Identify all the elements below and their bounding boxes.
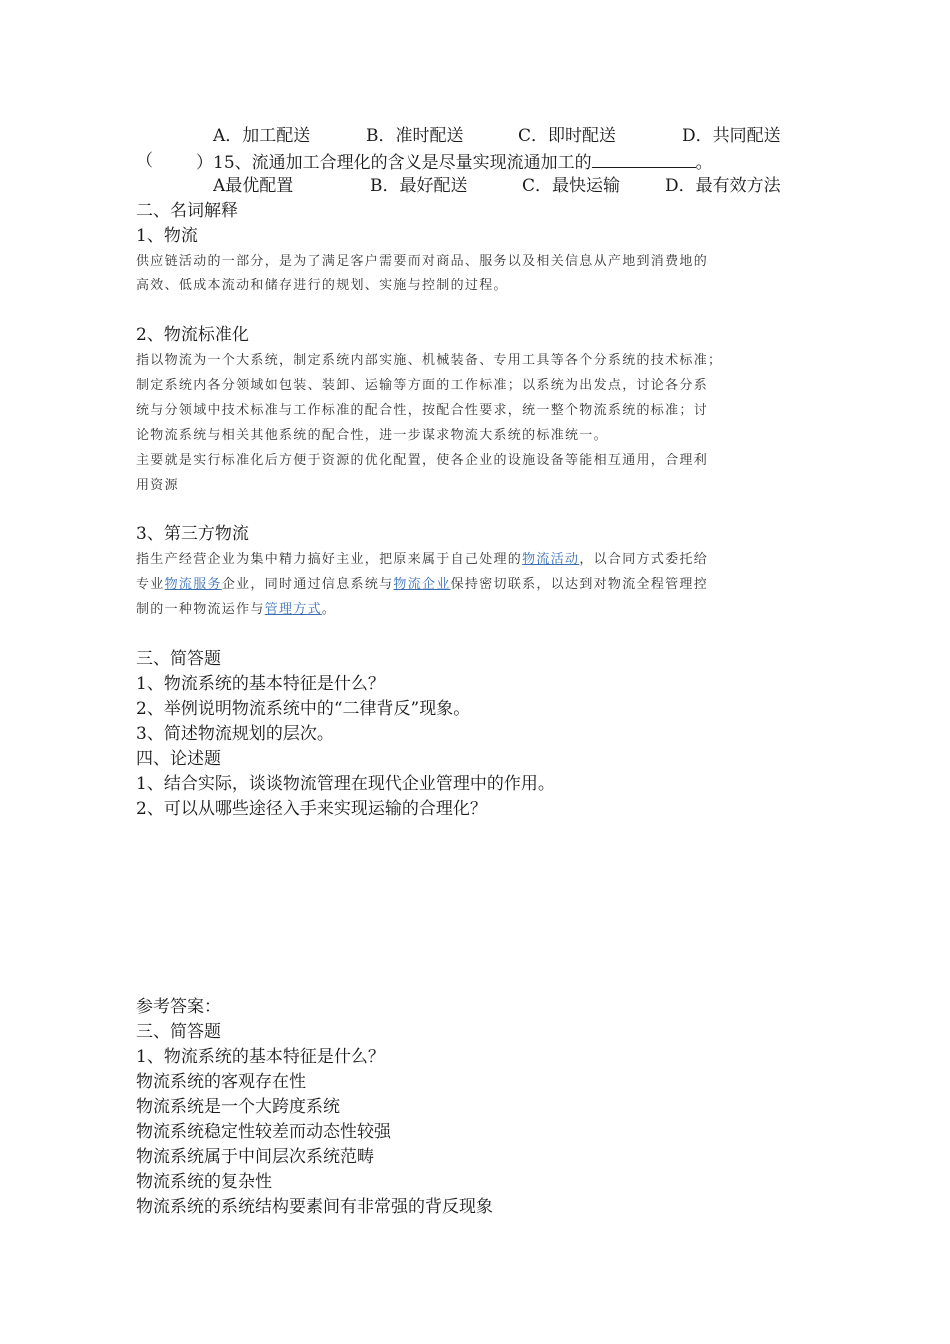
q15-stem — [196, 149, 713, 176]
term-1-def-line-2: 高效、低成本流动和储存进行的规划、实施与控制的过程。 — [136, 278, 508, 293]
term-3-def-line-1 — [136, 548, 816, 572]
short-answer-q1: 1、物流系统的基本特征是什么？ — [136, 674, 385, 694]
answer-item-2: 物流系统是一个大跨度系统 — [136, 1097, 340, 1117]
term-2-def-line-6: 用资源 — [136, 478, 179, 493]
essay-q2: 2、可以从哪些途径入手来实现运输的合理化？ — [136, 799, 487, 819]
link-logistics-service[interactable]: 物流服务 — [164, 577, 222, 592]
q15-text: 15、流通加工合理化的含义是尽量实现流通加工的 — [213, 153, 592, 173]
term-3-text: 。 — [321, 602, 337, 617]
essay-q1: 1、结合实际，谈谈物流管理在现代企业管理中的作用。 — [136, 774, 555, 794]
answer-item-1: 物流系统的客观存在性 — [136, 1072, 306, 1092]
term-2-def-line-5: 主要就是实行标准化后方便于资源的优化配置，使各企业的设施设备等能相互通用，合理利 — [136, 453, 709, 468]
term-3-text: 企业，同时通过信息系统与 — [221, 577, 394, 592]
term-2-def-line-3: 统与分领域中技术标准与工作标准的配合性，按配合性要求，统一整个物流系统的标准；讨 — [136, 403, 709, 418]
q14-option-c: C．即时配送 — [518, 126, 617, 146]
answer-item-3: 物流系统稳定性较差而动态性较强 — [136, 1122, 391, 1142]
short-answer-q2: 2、举例说明物流系统中的“二律背反”现象。 — [136, 699, 471, 719]
term-2-def-line-1: 指以物流为一个大系统，制定系统内部实施、机械装备、专用工具等各个分系统的技术标准； — [136, 353, 723, 368]
section-2-title: 二、名词解释 — [136, 201, 238, 221]
q15-paren-open: （ — [136, 151, 153, 171]
term-1-def-line-1: 供应链活动的一部分，是为了满足客户需要而对商品、服务以及相关信息从产地到消费地的 — [136, 254, 709, 269]
term-2-heading: 2、物流标准化 — [136, 325, 249, 345]
term-2-def-line-2: 制定系统内各分领域如包装、装卸、运输等方面的工作标准；以系统为出发点，讨论各分系 — [136, 378, 709, 393]
term-3-text: 保持密切联系，以达到对物流全程管理控 — [450, 577, 709, 592]
q15-end: 。 — [695, 153, 713, 173]
q14-option-d: D．共同配送 — [682, 126, 781, 146]
q15-option-c: C．最快运输 — [522, 176, 621, 196]
answers-section-title: 三、简答题 — [136, 1022, 221, 1042]
term-3-text: ，以合同方式委托给 — [579, 552, 709, 567]
short-answer-q3: 3、简述物流规划的层次。 — [136, 724, 334, 744]
term-3-text: 制的一种物流运作与 — [136, 602, 265, 617]
term-3-def-line-2 — [136, 573, 816, 597]
term-3-text: 专业 — [136, 577, 165, 592]
link-logistics-enterprise[interactable]: 物流企业 — [393, 577, 451, 592]
term-3-heading: 3、第三方物流 — [136, 524, 249, 544]
term-3-text: 指生产经营企业为集中精力搞好主业，把原来属于自己处理的 — [136, 552, 523, 567]
q15-option-a: A最优配置 — [213, 176, 294, 196]
answers-question: 1、物流系统的基本特征是什么？ — [136, 1047, 385, 1067]
link-management-mode[interactable]: 管理方式 — [264, 602, 322, 617]
answer-item-4: 物流系统属于中间层次系统范畴 — [136, 1147, 374, 1167]
q14-option-b: B．准时配送 — [366, 126, 464, 146]
q14-option-a: A．加工配送 — [213, 126, 311, 146]
term-2-def-line-4: 论物流系统与相关其他系统的配合性，进一步谋求物流大系统的标准统一。 — [136, 428, 608, 443]
q15-blank — [592, 149, 696, 168]
q15-paren-close: ） — [196, 153, 213, 173]
q15-option-d: D．最有效方法 — [665, 176, 781, 196]
term-3-def-line-3 — [136, 598, 816, 622]
link-logistics-activity[interactable]: 物流活动 — [522, 552, 580, 567]
answers-title: 参考答案： — [136, 997, 221, 1017]
answer-item-6: 物流系统的系统结构要素间有非常强的背反现象 — [136, 1197, 493, 1217]
answer-item-5: 物流系统的复杂性 — [136, 1172, 272, 1192]
section-4-title: 四、论述题 — [136, 749, 221, 769]
q15-option-b: B．最好配送 — [370, 176, 468, 196]
section-3-title: 三、简答题 — [136, 649, 221, 669]
term-1-heading: 1、物流 — [136, 226, 198, 246]
